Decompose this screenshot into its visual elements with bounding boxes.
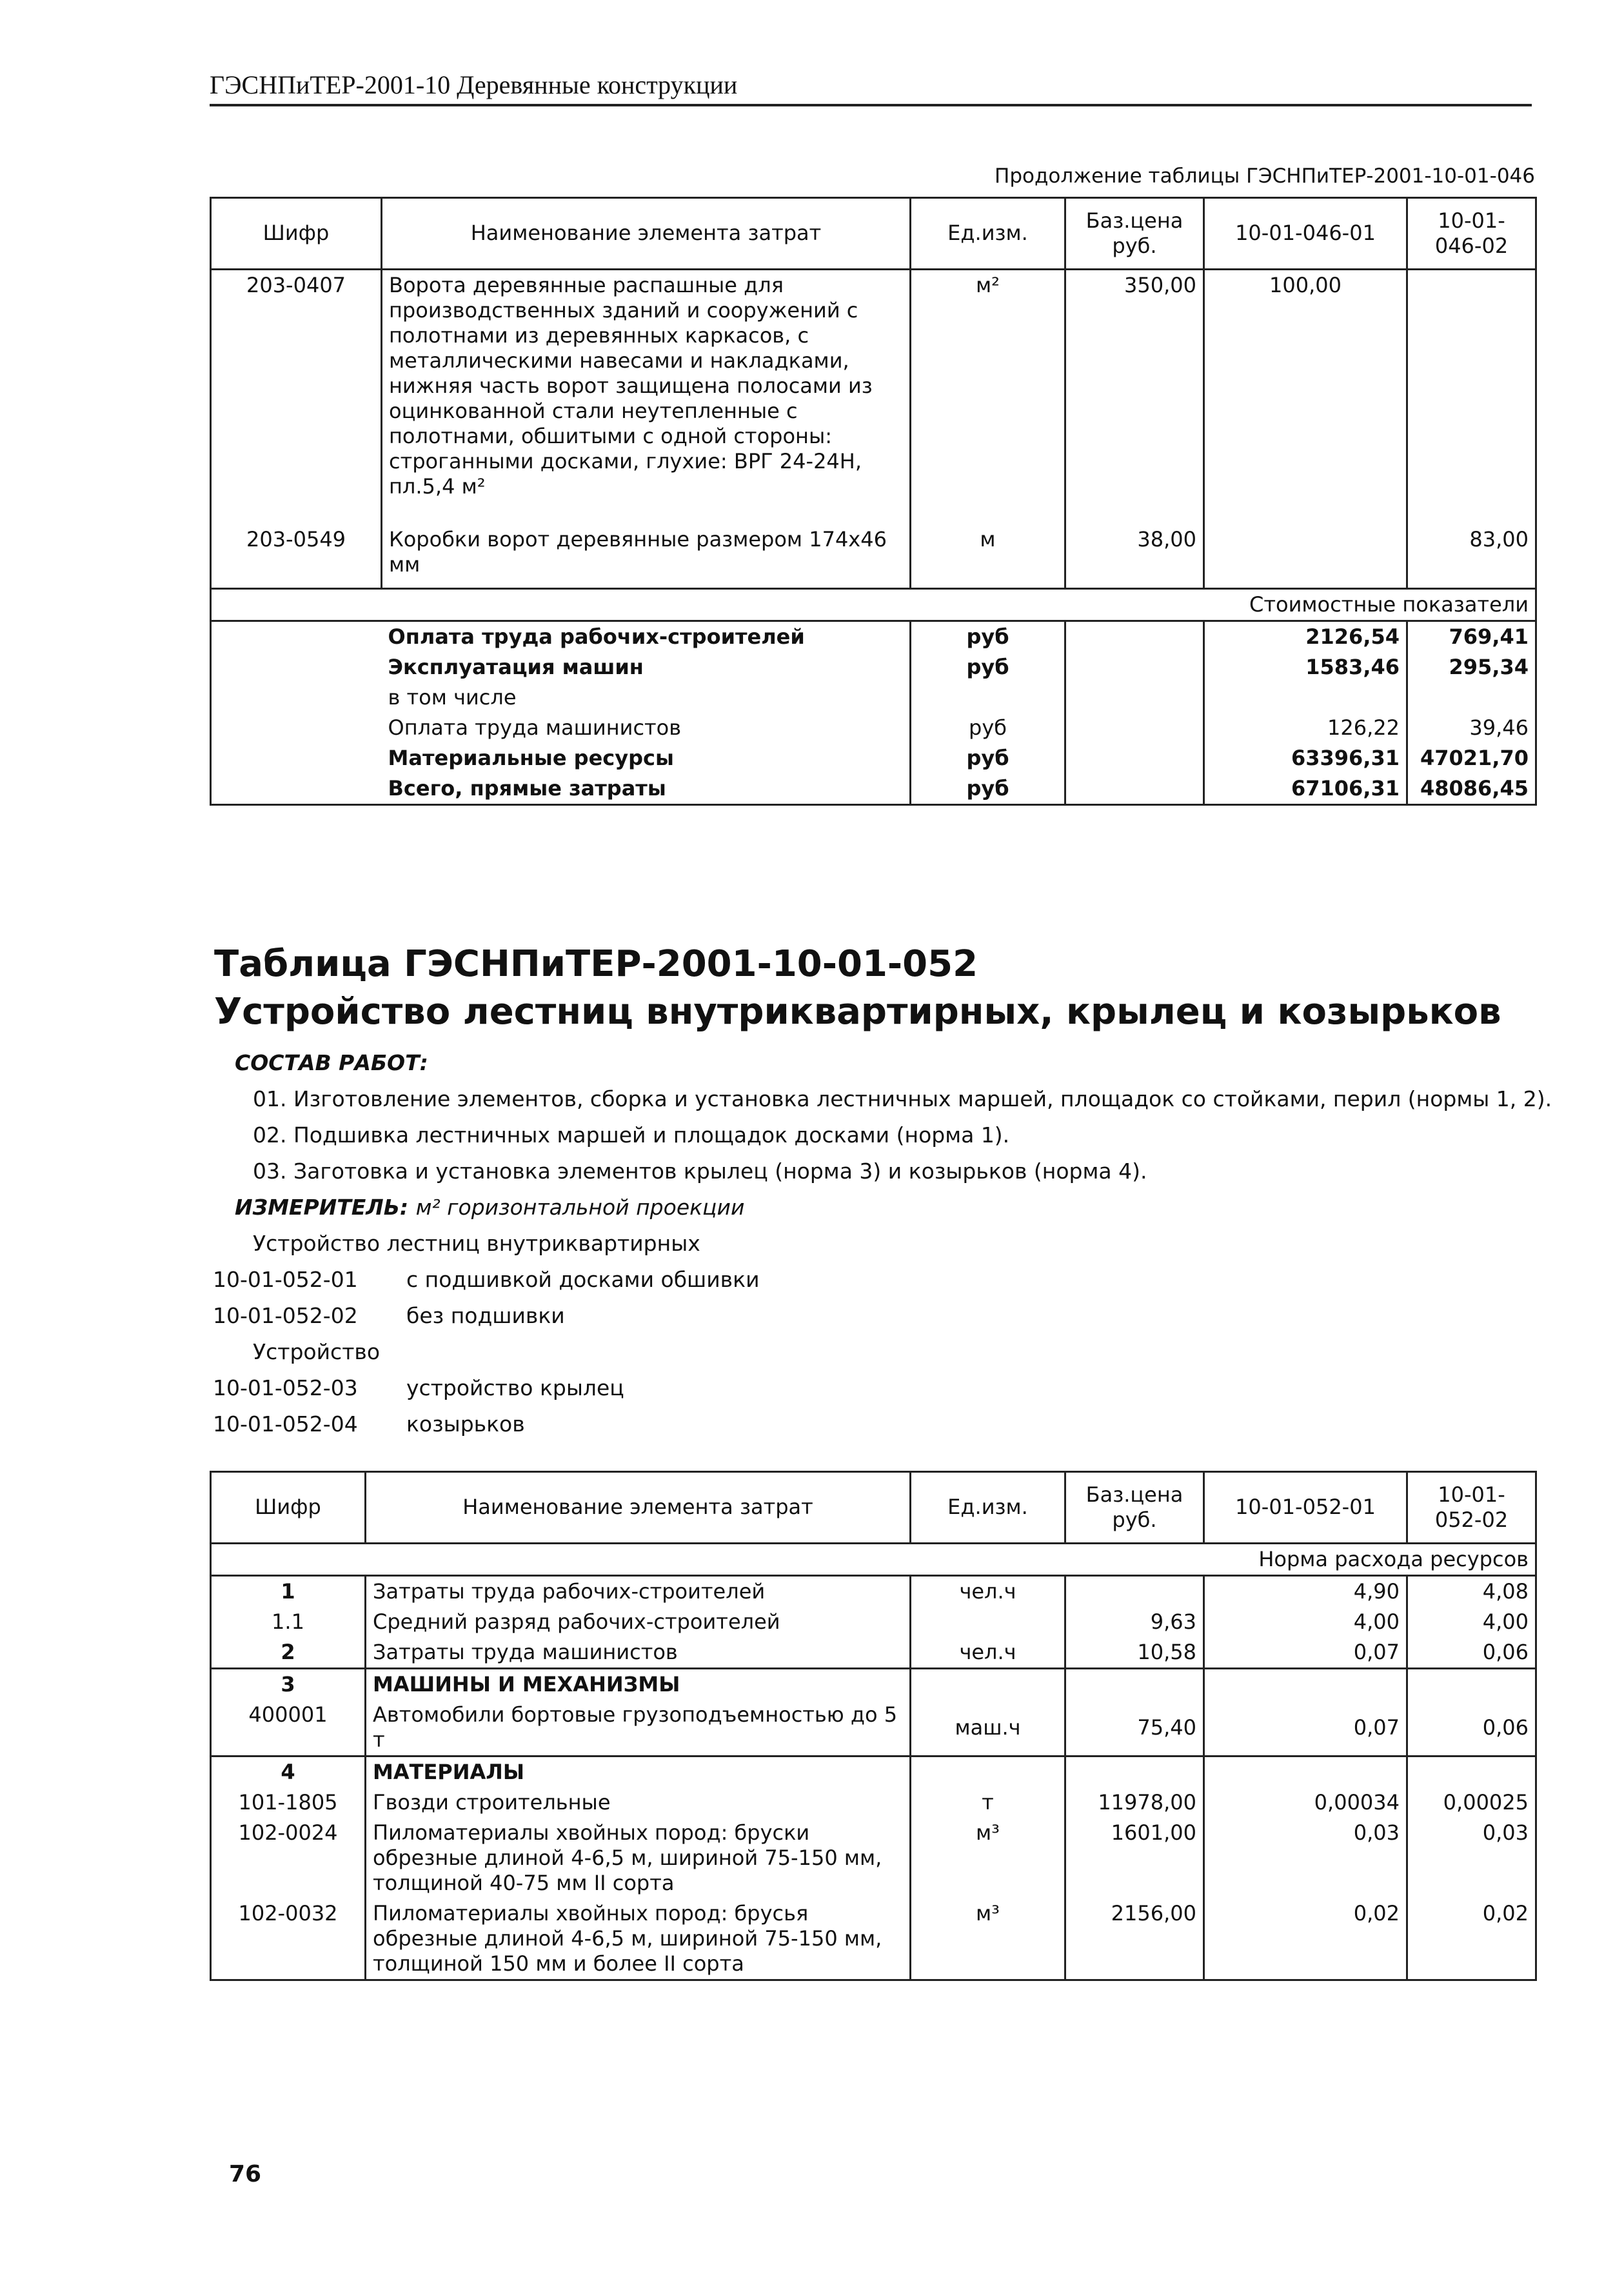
row-value-1: 4,00 [1204,1607,1407,1637]
row-value-2: 0,03 [1407,1818,1536,1898]
cost-name: Оплата труда рабочих-строителей [388,624,805,650]
row-name: Пиломатериалы хвойных пород: бруски обрезные длиной 4-6,5 м, шириной 75-150 мм, толщиной 40-75 мм II сорта [366,1818,911,1898]
running-header-text: ГЭСНПиТЕР-2001-10 Деревянные конструкции [210,70,738,99]
norm-desc: без подшивки [406,1303,565,1328]
continuation-caption: Продолжение таблицы ГЭСНПиТЕР-2001-10-01-046 [995,164,1535,188]
col-header-code: Шифр [211,198,382,270]
col-header-name: Наименование элемента затрат [382,198,911,270]
row-value-2: 0,06 [1407,1700,1536,1757]
table-10-01-052 [210,1471,1537,1981]
page-number: 76 [229,2161,262,2187]
row-code: 1.1 [211,1607,366,1637]
cost-name: Эксплуатация машин [388,655,644,680]
row-name: Коробки ворот деревянные размером 174х46 мм [382,524,911,589]
row-value-2 [1407,1757,1536,1788]
row-value-2: 0,00025 [1407,1787,1536,1818]
cost-value-1: 63396,31 [1204,743,1407,773]
row-price: 75,40 [1065,1700,1204,1757]
section-label: Стоимостные показатели [211,589,1536,621]
row-price [1065,1757,1204,1788]
row-name: Автомобили бортовые грузоподъемностью до 5 т [366,1700,911,1757]
cost-value-1: 67106,31 [1204,773,1407,805]
row-name: МАТЕРИАЛЫ [366,1757,911,1788]
row-name: Затраты труда рабочих-строителей [366,1576,911,1607]
cost-value-1: 1583,46 [1204,652,1407,682]
row-value-1: 0,03 [1204,1818,1407,1898]
cost-value-2 [1407,682,1536,713]
cost-row [211,713,1536,743]
table-row [211,1576,1536,1607]
table-row [211,1637,1536,1669]
row-code: 203-0407 [211,270,382,524]
norm-code-row [213,1370,1554,1406]
col-header-norm-2: 10-01-046-02 [1407,198,1536,270]
row-unit: м [911,524,1065,589]
table-row [211,524,1536,589]
cost-unit: руб [911,713,1065,743]
row-name: Ворота деревянные распашные для производственных зданий и сооружений с полотнами из деревянных каркасов, с металлическими навесами и накладками, нижняя часть ворот защищена полосами из оцинкованной стали неутепленные с полотнами, обшитыми с одной стороны: строганными досками, глухие: ВРГ 24-24Н, пл.5,4 м² [382,270,911,524]
work-composition [213,1045,1554,1442]
work-operation: 03. Заготовка и установка элементов крылец (норма 3) и козырьков (норма 4). [253,1159,1147,1184]
row-value-2: 0,02 [1407,1898,1536,1980]
table-10-01-046 [210,197,1537,806]
col-header-unit: Ед.изм. [911,1472,1065,1544]
cost-value-2: 48086,45 [1407,773,1536,805]
norm-desc: устройство крылец [406,1375,624,1400]
cost-unit: руб [911,773,1065,805]
row-unit: чел.ч [911,1576,1065,1607]
row-value-2: 83,00 [1407,524,1536,589]
row-code: 400001 [211,1700,366,1757]
cost-name: Оплата труда машинистов [388,715,682,741]
row-unit: м² [911,270,1065,524]
row-code: 203-0549 [211,524,382,589]
work-heading: СОСТАВ РАБОТ: [235,1050,428,1075]
col-header-price: Баз.цена руб. [1065,1472,1204,1544]
row-value-2: 0,06 [1407,1637,1536,1669]
row-unit: чел.ч [911,1637,1065,1669]
row-price: 11978,00 [1065,1787,1204,1818]
row-code: 4 [211,1757,366,1788]
cost-row [211,652,1536,682]
cost-value-1: 126,22 [1204,713,1407,743]
row-name: Гвозди строительные [366,1787,911,1818]
row-unit: м³ [911,1898,1065,1980]
cost-name: Материальные ресурсы [388,746,674,771]
row-price: 1601,00 [1065,1818,1204,1898]
group-row [211,1669,1536,1700]
row-code: 101-1805 [211,1787,366,1818]
col-header-norm-1: 10-01-052-01 [1204,1472,1407,1544]
row-value-2 [1407,1669,1536,1700]
cost-value-1 [1204,682,1407,713]
table-row [211,1898,1536,1980]
group-row [211,1757,1536,1788]
row-value-1: 100,00 [1204,270,1407,524]
cost-name: в том числе [388,685,517,710]
section-label: Норма расхода ресурсов [211,1544,1536,1576]
table-header-row [211,1472,1536,1544]
work-operation: 01. Изготовление элементов, сборка и установка лестничных маршей, площадок со стойками, перил (нормы 1, 2). [253,1086,1552,1111]
row-name: МАШИНЫ И МЕХАНИЗМЫ [366,1669,911,1700]
work-operation: 02. Подшивка лестничных маршей и площадок досками (норма 1). [253,1122,1010,1148]
norm-code: 10-01-052-01 [213,1267,358,1292]
cost-row [211,743,1536,773]
row-unit: маш.ч [911,1700,1065,1757]
row-code: 102-0024 [211,1818,366,1898]
row-price [1065,1576,1204,1607]
row-price: 350,00 [1065,270,1204,524]
table-row [211,1607,1536,1637]
col-header-code: Шифр [211,1472,366,1544]
norm-code: 10-01-052-04 [213,1411,358,1437]
row-value-1: 0,07 [1204,1637,1407,1669]
row-code: 3 [211,1669,366,1700]
row-price: 38,00 [1065,524,1204,589]
row-value-1 [1204,1757,1407,1788]
row-price: 10,58 [1065,1637,1204,1669]
col-header-norm-1: 10-01-046-01 [1204,198,1407,270]
row-name: Затраты труда машинистов [366,1637,911,1669]
cost-unit: руб [911,621,1065,653]
row-name: Средний разряд рабочих-строителей [366,1607,911,1637]
norm-code-row [213,1298,1554,1334]
row-unit: т [911,1787,1065,1818]
row-unit [911,1757,1065,1788]
table-row [211,1818,1536,1898]
cost-unit [911,682,1065,713]
cost-row [211,621,1536,653]
table-row [211,1787,1536,1818]
row-code: 102-0032 [211,1898,366,1980]
row-unit [911,1607,1065,1637]
norm-desc: с подшивкой досками обшивки [406,1267,760,1292]
meter-line [213,1189,1554,1226]
table-row [211,1700,1536,1757]
row-unit: м³ [911,1818,1065,1898]
row-value-1 [1204,1669,1407,1700]
row-code: 1 [211,1576,366,1607]
row-value-1: 0,02 [1204,1898,1407,1980]
norm-code: 10-01-052-02 [213,1303,358,1328]
meter-value: м² горизонтальной проекции [415,1195,745,1220]
running-header [210,70,1532,106]
cost-name: Всего, прямые затраты [382,773,911,805]
norm-code: 10-01-052-03 [213,1375,358,1400]
row-price: 9,63 [1065,1607,1204,1637]
row-unit [911,1669,1065,1700]
row-value-2: 4,08 [1407,1576,1536,1607]
meter-label: ИЗМЕРИТЕЛЬ: [235,1195,409,1220]
row-price: 2156,00 [1065,1898,1204,1980]
col-header-price: Баз.цена руб. [1065,198,1204,270]
cost-value-2: 295,34 [1407,652,1536,682]
row-value-2: 4,00 [1407,1607,1536,1637]
row-value-1 [1204,524,1407,589]
cost-unit: руб [911,743,1065,773]
row-code: 2 [211,1637,366,1669]
row-value-1: 0,00034 [1204,1787,1407,1818]
table-header-row [211,198,1536,270]
col-header-norm-2: 10-01-052-02 [1407,1472,1536,1544]
row-value-1: 0,07 [1204,1700,1407,1757]
norm-code-row [213,1262,1554,1298]
row-price [1065,1669,1204,1700]
norm-group-label: Устройство [253,1339,381,1364]
cost-row [211,773,1536,805]
table-subtitle: Устройство лестниц внутриквартирных, крылец и козырьков [214,991,1501,1033]
cost-value-1: 2126,54 [1204,621,1407,653]
row-value-2 [1407,270,1536,524]
table-row [211,270,1536,524]
cost-value-2: 769,41 [1407,621,1536,653]
cost-row [211,682,1536,713]
section-row [211,589,1536,621]
section-row [211,1544,1536,1576]
row-name: Пиломатериалы хвойных пород: брусья обрезные длиной 4-6,5 м, шириной 75-150 мм, толщиной 150 мм и более II сорта [366,1898,911,1980]
table-title: Таблица ГЭСНПиТЕР-2001-10-01-052 [214,943,978,985]
norm-desc: козырьков [406,1411,525,1437]
col-header-name: Наименование элемента затрат [366,1472,911,1544]
norm-code-row [213,1406,1554,1442]
cost-value-2: 47021,70 [1407,743,1536,773]
row-value-1: 4,90 [1204,1576,1407,1607]
cost-value-2: 39,46 [1407,713,1536,743]
cost-unit: руб [911,652,1065,682]
norm-codes [213,1226,1554,1442]
norm-group-label: Устройство лестниц внутриквартирных [253,1231,700,1256]
col-header-unit: Ед.изм. [911,198,1065,270]
